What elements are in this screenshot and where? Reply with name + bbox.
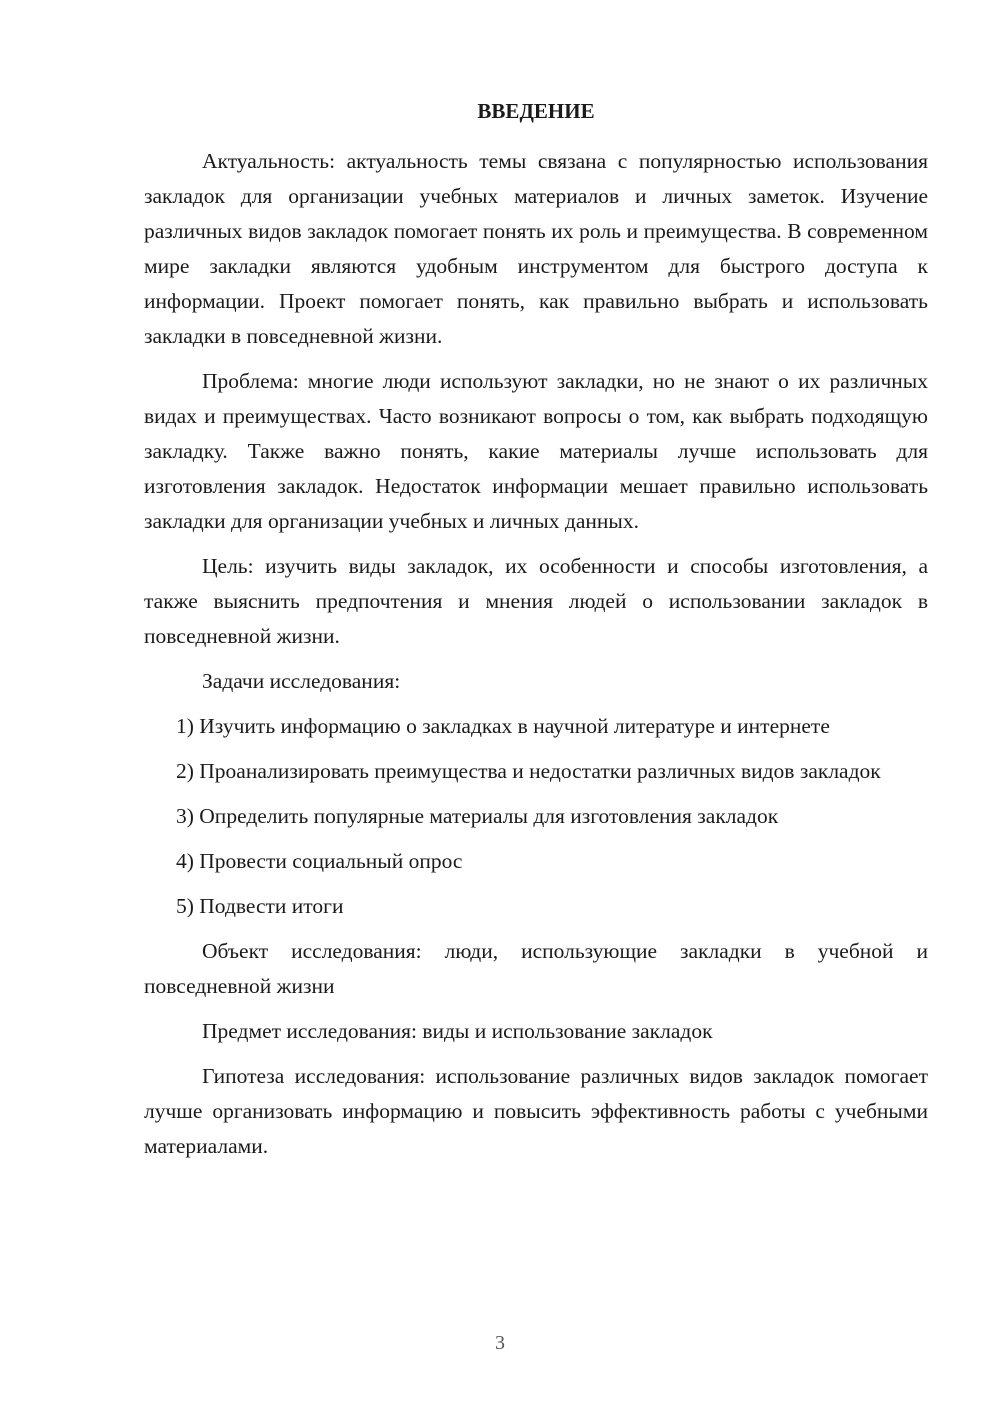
task-item-4: 4) Провести социальный опрос — [176, 849, 463, 873]
paragraph-hypothesis: Гипотеза исследования: использование различных видов закладок помогает лучше организовать информацию и повысить эффективность работы с учебными материалами. — [144, 1064, 928, 1158]
paragraph-object: Объект исследования: люди, использующие закладки в учебной и повседневной жизни — [144, 939, 928, 998]
task-item-5: 5) Подвести итоги — [176, 894, 344, 918]
task-item-1: 1) Изучить информацию о закладках в научной литературе и интернете — [176, 714, 830, 738]
document-body — [144, 96, 928, 1174]
paragraph-relevance: Актуальность: актуальность темы связана с популярностью использования закладок для организации учебных материалов и личных заметок. Изучение различных видов закладок помогает понять их роль и преимущества. В современном мире закладки являются удобным инструментом для быстрого доступа к информации. Проект помогает понять, как правильно выбрать и использовать закладки в повседневной жизни. — [144, 149, 928, 348]
tasks-heading: Задачи исследования: — [202, 669, 401, 693]
task-item-3: 3) Определить популярные материалы для изготовления закладок — [176, 804, 779, 828]
paragraph-goal: Цель: изучить виды закладок, их особенности и способы изготовления, а также выяснить предпочтения и мнения людей о использовании закладок в повседневной жизни. — [144, 554, 928, 648]
page-title: ВВЕДЕНИЕ — [477, 99, 595, 123]
paragraph-subject: Предмет исследования: виды и использование закладок — [202, 1019, 713, 1043]
page-number: 3 — [495, 1332, 505, 1354]
task-item-2: 2) Проанализировать преимущества и недостатки различных видов закладок — [176, 759, 881, 783]
paragraph-problem: Проблема: многие люди используют закладки, но не знают о их различных видах и преимуществах. Часто возникают вопросы о том, как выбрать подходящую закладку. Также важно понять, какие материалы лучше использовать для изготовления закладок. Недостаток информации мешает правильно использовать закладки для организации учебных и личных данных. — [144, 369, 928, 533]
